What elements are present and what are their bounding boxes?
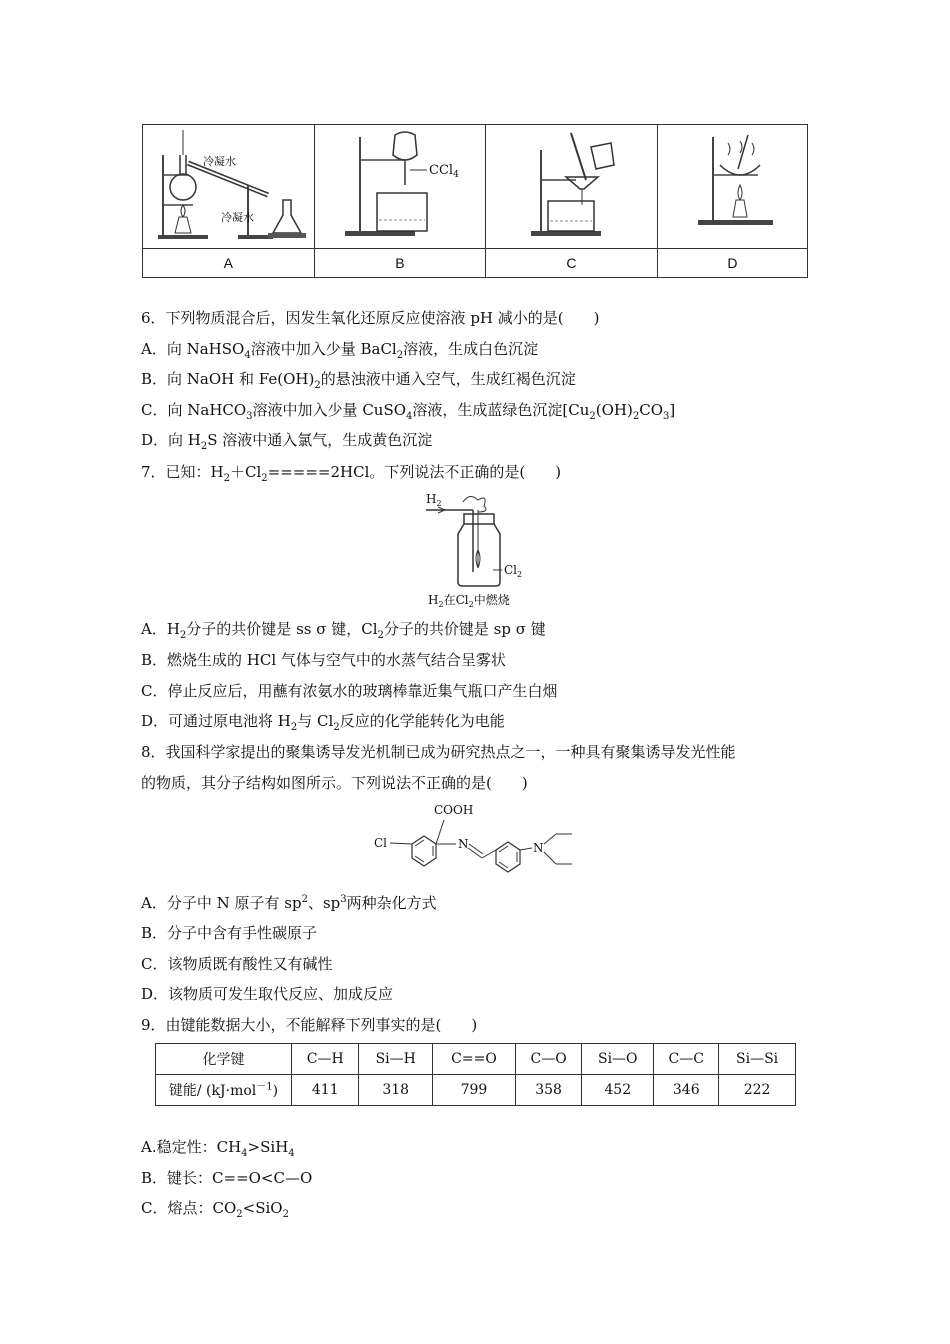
cl-label: Cl: [374, 836, 388, 850]
bond-row: [156, 1044, 796, 1075]
q7-stem: 7．已知：$H_2+Cl_2=====2HCl$。下列说法不正确的是( ): [141, 463, 562, 484]
filtration-apparatus-icon: [486, 125, 656, 245]
energy-cell: 222: [719, 1075, 796, 1106]
distillation-apparatus-icon: [143, 125, 313, 245]
figure-caption: $H_2$在$Cl_2$中燃烧: [428, 593, 510, 609]
bond-header-cell: 化学键: [156, 1044, 292, 1075]
q9-option-a: A.稳定性：$CH_4>SiH_4$: [141, 1138, 295, 1159]
q7-option-d: D．可通过原电池将 $H_2$与 $Cl_2$反应的化学能转化为电能: [141, 712, 505, 733]
energy-header-cell: 键能/ (kJ·mol$^{-1}$): [156, 1075, 292, 1106]
q6-option-b: B．向 NaOH 和 $Fe(OH)_2$的悬浊液中通入空气，生成红褐色沉淀: [141, 370, 576, 391]
apparatus-label-a: A: [143, 249, 315, 278]
bond-energy-table: [155, 1043, 796, 1106]
bond-cell: Si—Si: [719, 1044, 796, 1075]
q7-option-c: C．停止反应后，用蘸有浓氨水的玻璃棒靠近集气瓶口产生白烟: [141, 682, 558, 700]
n1-label: N: [458, 837, 469, 851]
q8-option-c: C．该物质既有酸性又有碱性: [141, 955, 333, 973]
evaporation-dish-icon: [658, 125, 806, 245]
q9-stem: 9．由键能数据大小，不能解释下列事实的是( ): [141, 1016, 478, 1034]
apparatus-b-cell: [314, 125, 486, 249]
apparatus-label-b: B: [314, 249, 486, 278]
q6-option-a: A．向 NaHSO$_4$溶液中加入少量 BaCl$_2$溶液，生成白色沉淀: [141, 340, 539, 361]
apparatus-label-c: C: [486, 249, 658, 278]
condenser-water-label-1: 冷凝水: [203, 155, 237, 168]
energy-cell: 411: [292, 1075, 359, 1106]
apparatus-d-cell: [657, 125, 807, 249]
apparatus-label-d: D: [657, 249, 807, 278]
bond-cell: C—O: [515, 1044, 581, 1075]
apparatus-table: [142, 124, 808, 278]
condenser-water-label-2: 冷凝水: [221, 211, 255, 224]
cl2-label: $Cl_2$: [504, 563, 523, 579]
q8-option-d: D．该物质可发生取代反应、加成反应: [141, 985, 394, 1003]
q8-stem-line1: 8．我国科学家提出的聚集诱导发光机制已成为研究热点之一，一种具有聚集诱导发光性能: [141, 743, 736, 761]
h2-burning-figure: [418, 490, 538, 612]
energy-cell: 799: [432, 1075, 515, 1106]
energy-cell: 358: [515, 1075, 581, 1106]
q9-option-b: B．键长：C==O<C—O: [141, 1169, 313, 1187]
bond-cell: C==O: [432, 1044, 515, 1075]
n2-label: N: [533, 841, 544, 855]
q9-option-c: C．熔点：$CO_2<SiO_2$: [141, 1199, 289, 1220]
q8-stem-line2: 的物质，其分子结构如图所示。下列说法不正确的是( ): [141, 774, 528, 792]
apparatus-c-cell: [486, 125, 658, 249]
q6-stem: 6．下列物质混合后，因发生氧化还原反应使溶液 pH 减小的是( ): [141, 309, 600, 327]
energy-cell: 346: [654, 1075, 719, 1106]
bond-cell: Si—H: [359, 1044, 432, 1075]
energy-row: [156, 1075, 796, 1106]
q7-option-b: B．燃烧生成的 HCl 气体与空气中的水蒸气结合呈雾状: [141, 651, 506, 669]
q6-option-d: D．向 $H_2S$ 溶液中通入氯气，生成黄色沉淀: [141, 431, 433, 452]
molecule-structure: [372, 800, 582, 884]
q8-option-b: B．分子中含有手性碳原子: [141, 924, 318, 942]
q8-option-a: A．分子中 N 原子有 $sp^2$、$sp^3$两种杂化方式: [141, 894, 437, 912]
separatory-funnel-icon: [315, 125, 485, 245]
bond-cell: C—C: [654, 1044, 719, 1075]
ccl4-label: CCl$_4$: [428, 163, 459, 180]
apparatus-a-cell: [143, 125, 315, 249]
q7-option-a: A．$H_2$分子的共价键是 ss σ 键，$Cl_2$分子的共价键是 sp σ 键: [141, 620, 546, 641]
energy-cell: 452: [582, 1075, 654, 1106]
bond-cell: C—H: [292, 1044, 359, 1075]
h2-label: $H_2$: [426, 492, 442, 508]
energy-cell: 318: [359, 1075, 432, 1106]
q6-option-c: C．向 NaHCO$_3$溶液中加入少量 CuSO$_4$溶液，生成蓝绿色沉淀$[Cu_2(OH)_2CO_3]$: [141, 401, 676, 422]
bond-cell: Si—O: [582, 1044, 654, 1075]
cooh-label: COOH: [434, 803, 474, 817]
